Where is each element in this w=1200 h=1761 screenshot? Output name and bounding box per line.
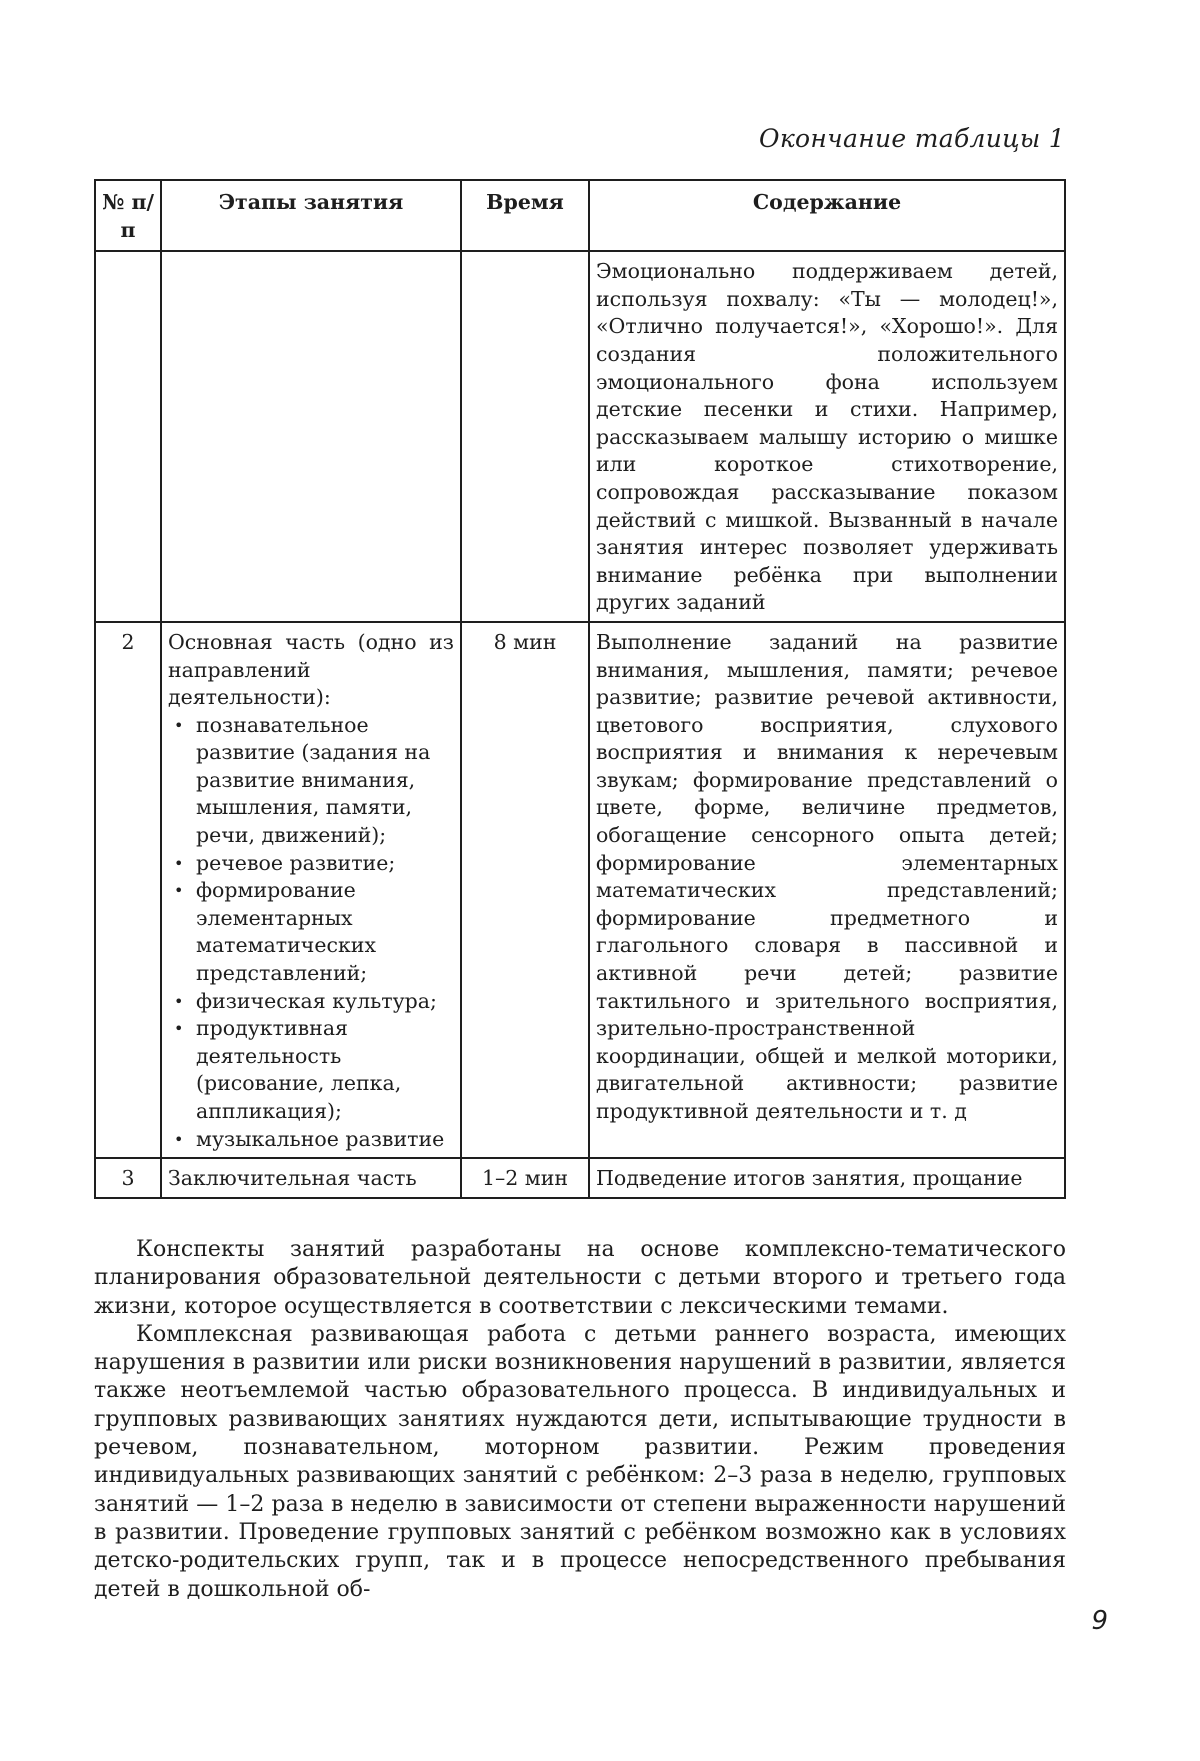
list-item: • музыкальное развитие <box>168 1126 454 1154</box>
row-3-num: 3 <box>95 1158 161 1198</box>
table-row <box>95 622 1065 1158</box>
list-item: • продуктивная деятельность (рисование, лепка, аппликация); <box>168 1015 454 1125</box>
row-2-stage-intro: Основная часть (одно из направлений деятельности): <box>168 629 454 710</box>
row-2-stage <box>161 622 461 1158</box>
row-3-time: 1–2 мин <box>461 1158 589 1198</box>
list-item: • речевое развитие; <box>168 850 454 878</box>
header-stage: Этапы занятия <box>161 180 461 251</box>
body-text <box>94 1236 1066 1604</box>
table-row <box>95 1158 1065 1198</box>
row-3-stage: Заключительная часть <box>161 1158 461 1198</box>
header-num: № п/п <box>95 180 161 251</box>
table-caption: Окончание таблицы 1 <box>759 124 1065 153</box>
row-2-stage-list <box>168 712 454 1154</box>
page-number: 9 <box>1091 1606 1108 1636</box>
row-2-num: 2 <box>95 622 161 1158</box>
stages-table <box>94 179 1066 1199</box>
paragraph: Конспекты занятий разработаны на основе комплексно-тематического планирования образовательной деятельности с детьми второго и третьего года жизни, которое осуществляется в соответствии с лексическими темами. <box>94 1237 1066 1319</box>
header-content: Содержание <box>589 180 1065 251</box>
row-2-content: Выполнение заданий на развитие внимания, мышления, памяти; речевое развитие; развитие речевой активности, цветового восприятия, слухового восприятия и внимания к неречевым звукам; формирование представлений о цвете, форме, величине предметов, обогащение сенсорного опыта детей; формирование элементарных математических представлений; формирование предметного и глагольного словаря в пассивной и активной речи детей; развитие тактильного и зрительного восприятия, зрительно-пространственной координации, общей и мелкой моторики, двигательной активности; развитие продуктивной деятельности и т. д <box>589 622 1065 1158</box>
row-1-time <box>461 251 589 622</box>
list-item: • познавательное развитие (задания на развитие внимания, мышления, памяти, речи, движений); <box>168 712 454 850</box>
row-2-time: 8 мин <box>461 622 589 1158</box>
row-1-num <box>95 251 161 622</box>
row-1-content: Эмоционально поддерживаем детей, используя похвалу: «Ты — молодец!», «Отлично получается!», «Хорошо!». Для создания положительного эмоционального фона используем детские песенки и стихи. Например, рассказываем малышу историю о мишке или короткое стихотворение, сопровождая рассказывание показом действий с мишкой. Вызванный в начале занятия интерес позволяет удерживать внимание ребёнка при выполнении других заданий <box>589 251 1065 622</box>
row-1-stage <box>161 251 461 622</box>
header-time: Время <box>461 180 589 251</box>
paragraph: Комплексная развивающая работа с детьми раннего возраста, имеющих нарушения в развитии или риски возникновения нарушений в развитии, является также неотъемлемой частью образовательного процесса. В индивидуальных и групповых развивающих занятиях нуждаются дети, испытывающие трудности в речевом, познавательном, моторном развитии. Режим проведения индивидуальных развивающих занятий с ребёнком: 2–3 раза в неделю, групповых занятий — 1–2 раза в неделю в зависимости от степени выраженности нарушений в развитии. Проведение групповых занятий с ребёнком возможно как в условиях детско-родительских групп, так и в процессе непосредственного пребывания детей в дошкольной об- <box>94 1321 1066 1602</box>
table-row <box>95 251 1065 622</box>
list-item: • физическая культура; <box>168 988 454 1016</box>
list-item: • формирование элементарных математических представлений; <box>168 877 454 987</box>
row-3-content: Подведение итогов занятия, прощание <box>589 1158 1065 1198</box>
table-header-row <box>95 180 1065 251</box>
